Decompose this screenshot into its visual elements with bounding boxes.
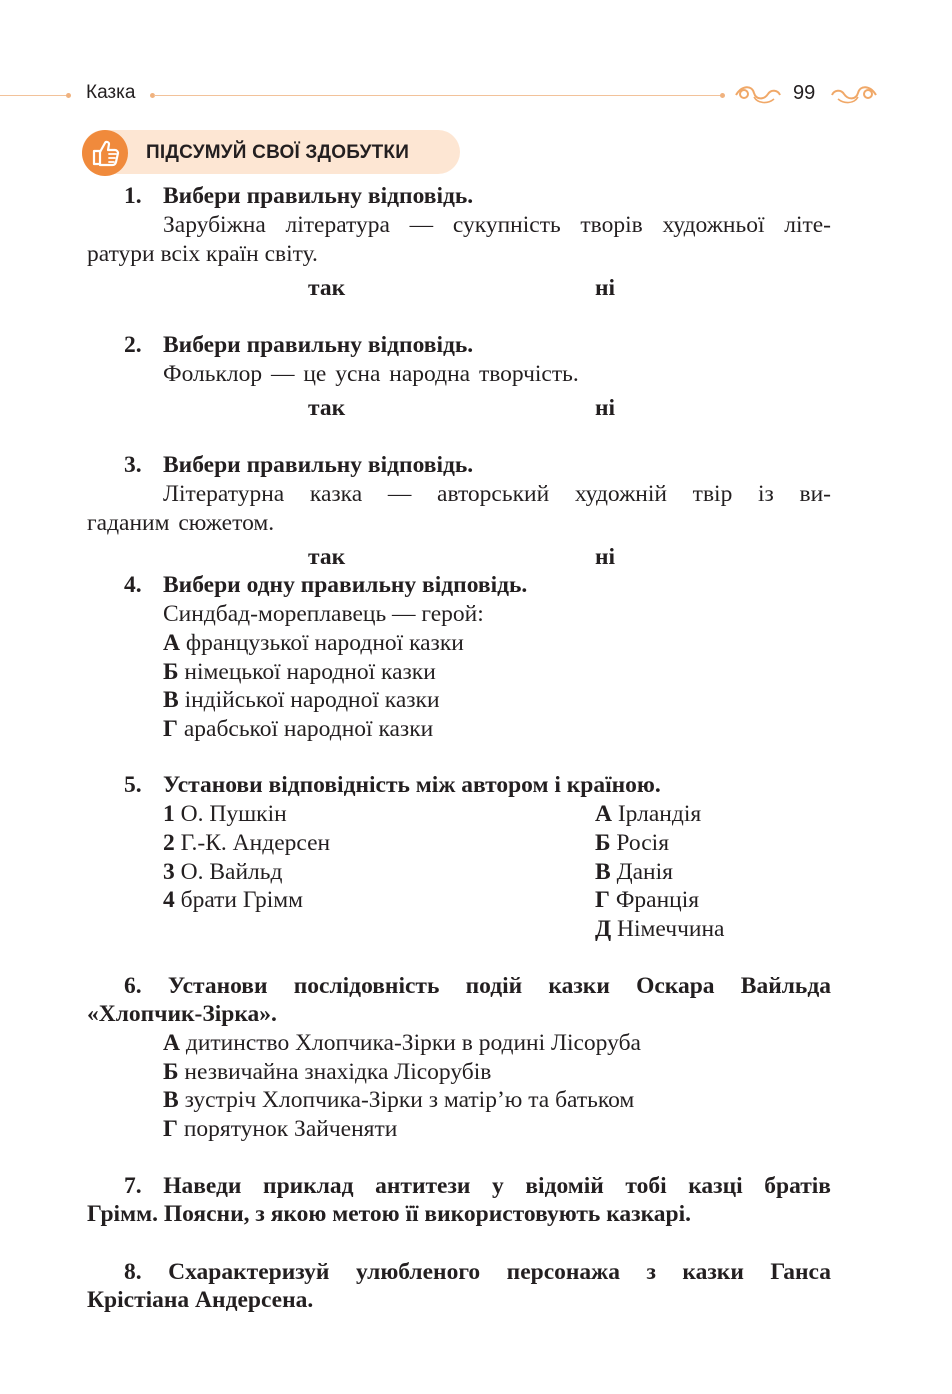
answer-option[interactable]: А французької народної казки [163, 630, 464, 656]
task-number: 3. [124, 452, 142, 478]
task-text-line: Зарубіжна література — сукупність творів художньої літе- [163, 212, 831, 238]
task-prompt: 8. Схарактеризуй улюбленого персонажа з казки Ганса [124, 1259, 832, 1285]
task-number: 1. [124, 183, 142, 209]
match-right-item: А Ірландія [595, 801, 702, 827]
match-right-item: Б Росія [595, 830, 670, 856]
running-header [0, 76, 952, 116]
match-left-item: 1 О. Пушкін [163, 801, 287, 827]
task-prompt: 7. Наведи приклад антитези у відомій тобі казці братів [124, 1173, 831, 1199]
match-right-item: Г Франція [595, 887, 700, 913]
ornament-icon [830, 82, 878, 108]
section-title: ПІДСУМУЙ СВОЇ ЗДОБУТКИ [146, 142, 410, 163]
task-text-line: ратури всіх країн світу. [87, 241, 318, 267]
answer-option-no[interactable]: ні [595, 544, 616, 570]
task-text-line: Фольклор — це усна народна творчість. [163, 361, 579, 387]
header-rule-middle [154, 95, 722, 96]
match-right-item: В Данія [595, 859, 673, 885]
answer-option[interactable]: В індійської народної казки [163, 687, 440, 713]
task-number: 4. [124, 572, 142, 598]
answer-option[interactable]: Г арабської народної казки [163, 716, 434, 742]
match-left-item: 4 брати Грімм [163, 887, 304, 913]
match-left-item: 2 Г.-К. Андерсен [163, 830, 331, 856]
task-prompt-line: «Хлопчик-Зірка». [87, 1001, 277, 1027]
task-prompt: Вибери правильну відповідь. [163, 452, 474, 478]
page-number: 99 [793, 82, 816, 104]
answer-option-yes[interactable]: так [308, 544, 346, 570]
answer-option-no[interactable]: ні [595, 395, 616, 421]
thumbs-up-badge [82, 130, 128, 176]
task-text-line: Синдбад-мореплавець — герой: [163, 601, 484, 627]
answer-option[interactable]: В зустріч Хлопчика-Зірки з матір’ю та батьком [163, 1087, 635, 1113]
task-prompt-line: Грімм. Поясни, з якою метою її використовують казкарі. [87, 1201, 691, 1227]
task-text-line: гаданим сюжетом. [87, 510, 275, 536]
answer-option[interactable]: Б німецької народної казки [163, 659, 436, 685]
answer-option-yes[interactable]: так [308, 275, 346, 301]
chapter-title: Казка [86, 82, 136, 103]
task-prompt: Установи відповідність між автором і країною. [163, 772, 661, 798]
header-dot [720, 93, 725, 98]
task-number: 5. [124, 772, 142, 798]
answer-option-yes[interactable]: так [308, 395, 346, 421]
header-rule-left [0, 95, 70, 96]
task-prompt: 6. Установи послідовність подій казки Оскара Вайльда [124, 973, 832, 999]
header-dot [66, 93, 71, 98]
answer-option[interactable]: А дитинство Хлопчика-Зірки в родині Лісоруба [163, 1030, 641, 1056]
thumbs-up-icon [82, 130, 128, 176]
answer-option[interactable]: Г порятунок Зайченяти [163, 1116, 398, 1142]
task-prompt-line: Крістіана Андерсена. [87, 1287, 314, 1313]
match-left-item: 3 О. Вайльд [163, 859, 283, 885]
answer-option-no[interactable]: ні [595, 275, 616, 301]
match-right-item: Д Німеччина [595, 916, 725, 942]
task-prompt: Вибери одну правильну відповідь. [163, 572, 528, 598]
task-prompt: Вибери правильну відповідь. [163, 183, 474, 209]
task-prompt: Вибери правильну відповідь. [163, 332, 474, 358]
task-number: 2. [124, 332, 142, 358]
answer-option[interactable]: Б незвичайна знахідка Лісорубів [163, 1059, 492, 1085]
ornament-icon [734, 82, 782, 108]
task-text-line: Літературна казка — авторський художній твір із ви- [163, 481, 831, 507]
